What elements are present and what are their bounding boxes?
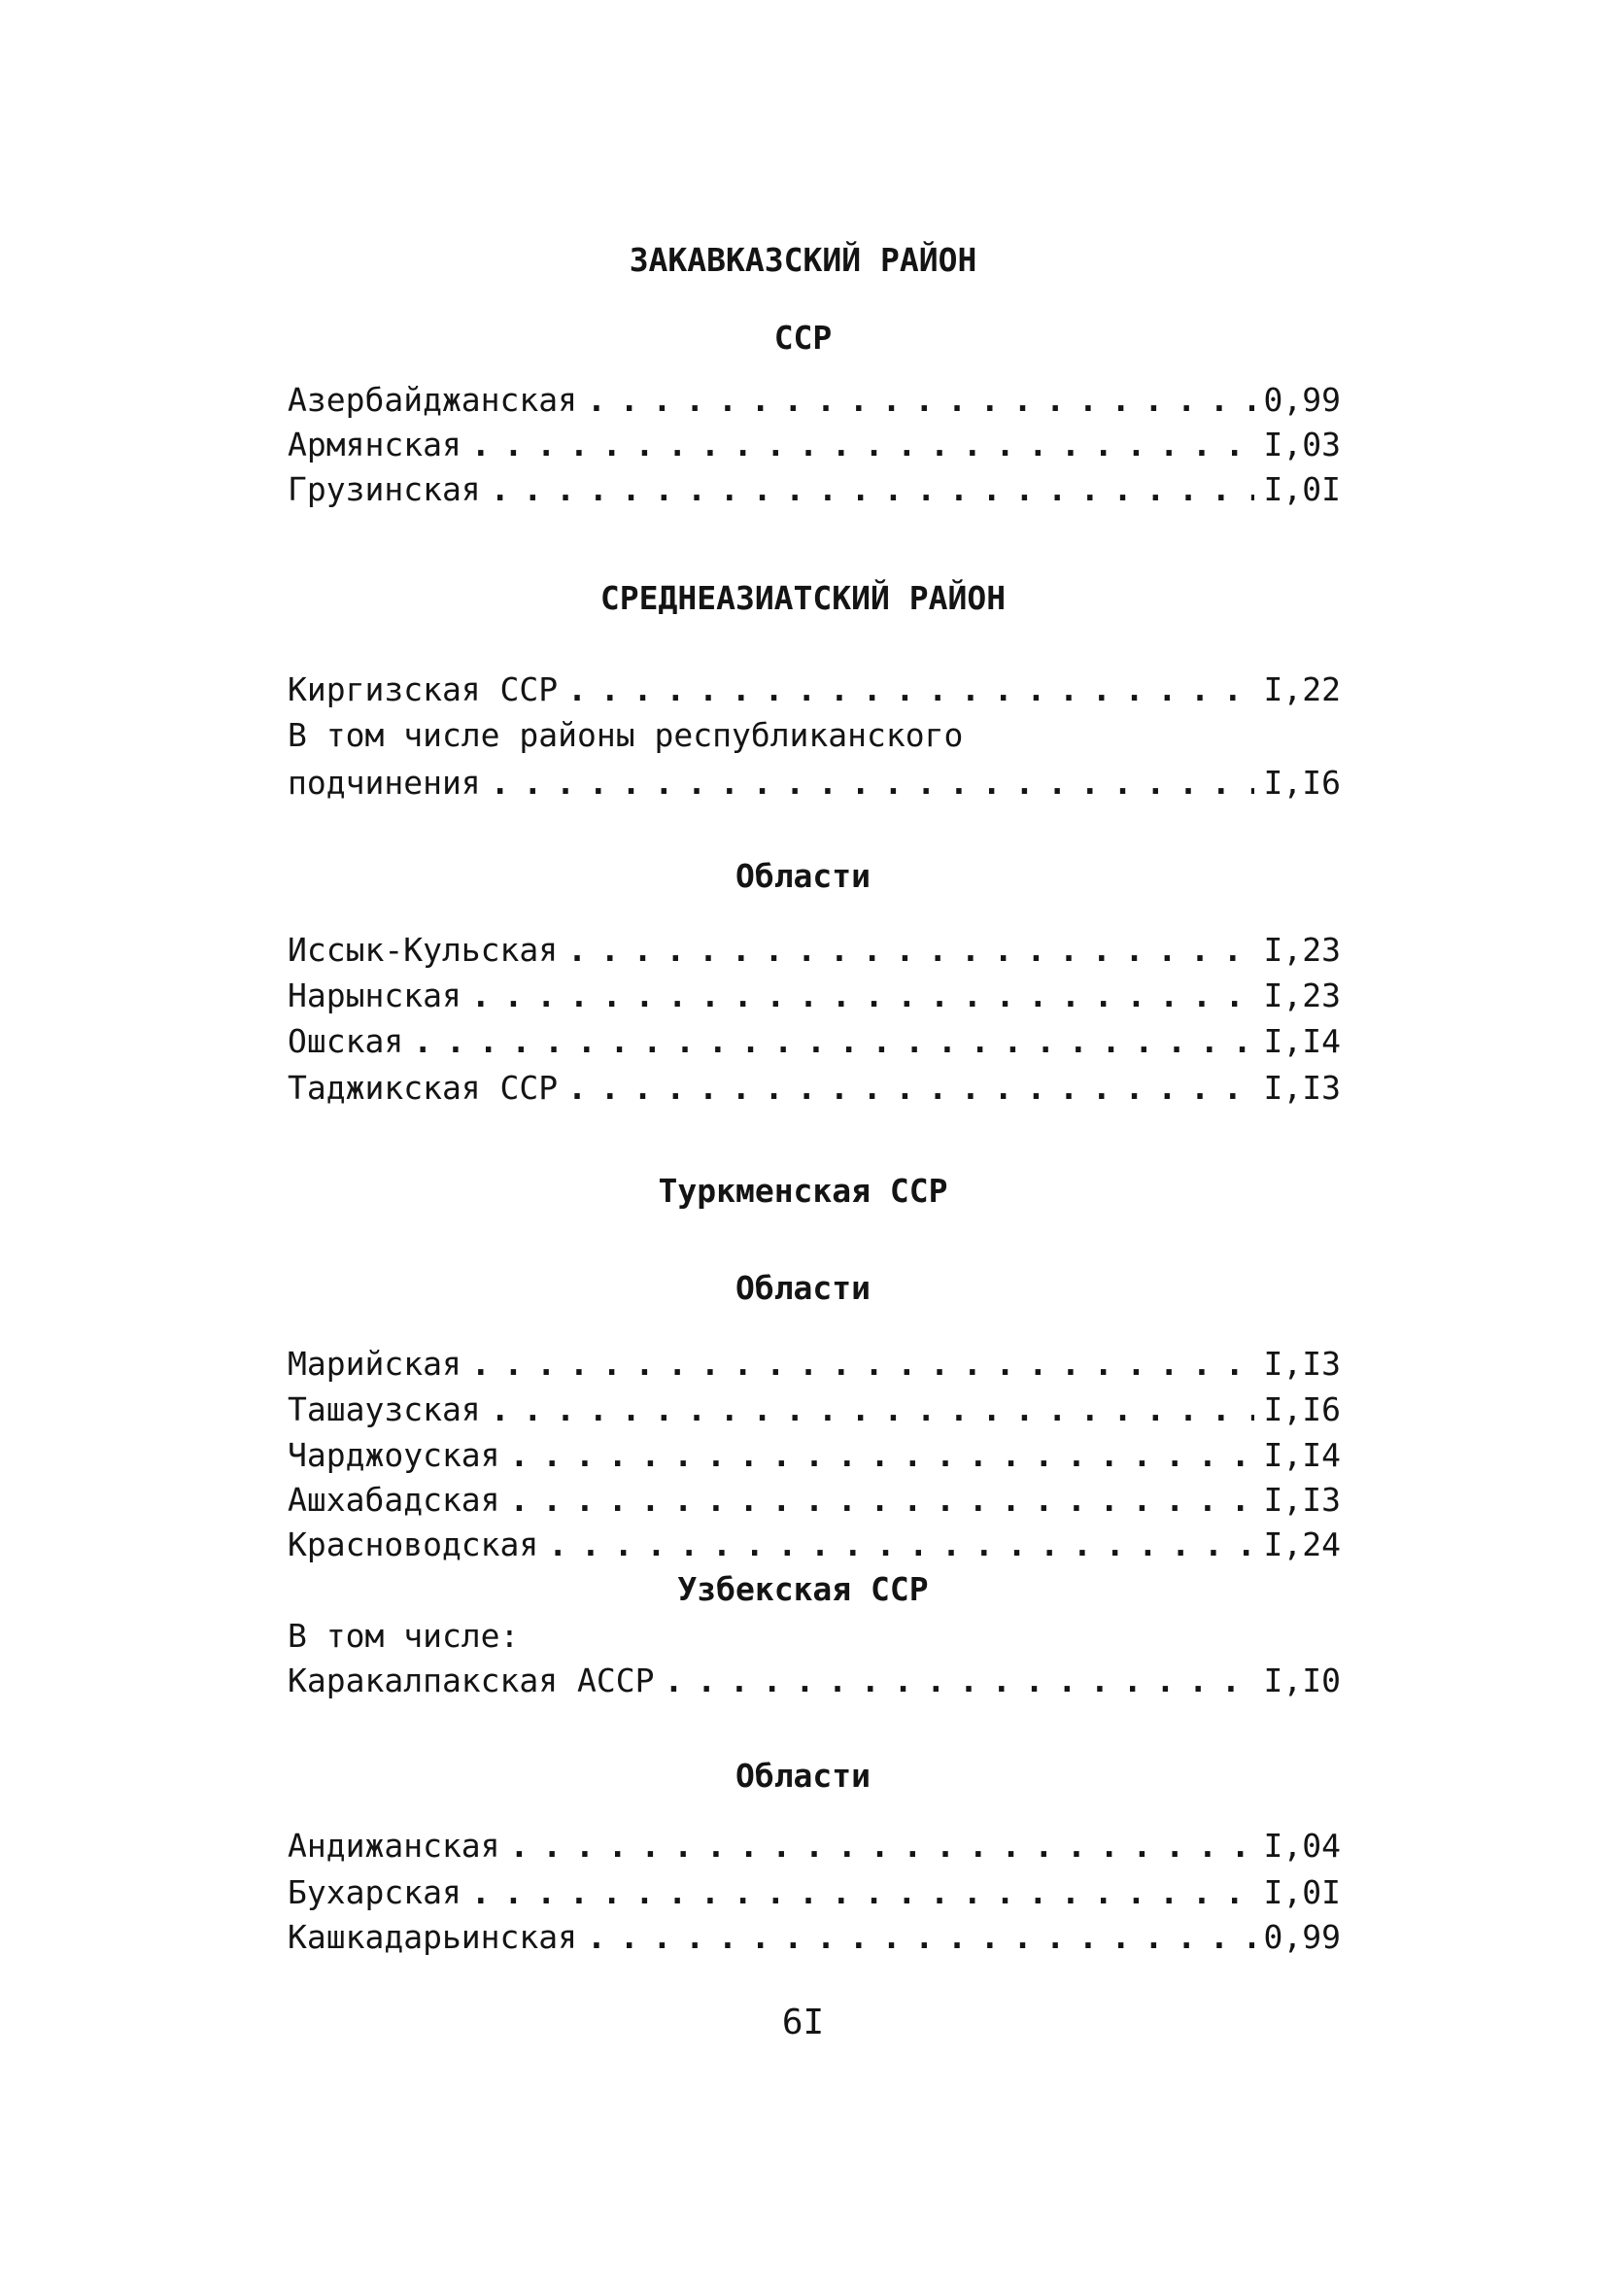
section-title-turkmen: Туркменская ССР [658,1172,948,1210]
dot-leader [413,1022,1253,1061]
row-label: Грузинская [288,470,481,508]
section-title-transcaucasus: ЗАКАВКАЗСКИЙ РАЙОН [629,241,977,279]
row-value: I,24 [1263,1525,1341,1563]
row-value: I,I3 [1263,1069,1341,1107]
row-value: I,0I [1263,470,1341,508]
table-row [288,1022,1341,1061]
row-value: 0,99 [1263,1918,1341,1956]
table-row [288,381,1341,420]
section-title-uzbek: Узбекская ССР [677,1570,929,1608]
row-label: Ошская [288,1022,404,1060]
page-number: 6I [781,2003,825,2042]
row-value: I,22 [1263,670,1341,708]
subsection-title-oblasts: Области [735,1757,871,1795]
dot-leader [587,381,1254,420]
dot-leader [491,470,1254,509]
row-label: Андижанская [288,1827,500,1865]
table-row [288,1069,1341,1108]
row-value: I,04 [1263,1827,1341,1865]
table-row [288,1436,1341,1475]
table-row [288,670,1341,709]
row-value: I,I6 [1263,1390,1341,1428]
dot-leader [567,670,1253,709]
note-text: В том числе районы республиканского [288,716,964,754]
row-value: I,03 [1263,426,1341,463]
row-label: подчинения [288,764,481,802]
dot-leader [548,1525,1253,1564]
dot-leader [567,931,1253,970]
dot-leader [471,1873,1254,1912]
table-row [288,1390,1341,1429]
note-text: В том числе: [288,1617,520,1655]
row-value: I,I3 [1263,1345,1341,1383]
table-row [288,470,1341,509]
row-label: Азербайджанская [288,381,578,419]
row-label: Чарджоуская [288,1436,500,1474]
table-row [288,1345,1341,1384]
dot-leader [587,1918,1254,1957]
row-value: I,23 [1263,977,1341,1014]
row-value: 0,99 [1263,381,1341,419]
row-value: I,I4 [1263,1022,1341,1060]
table-row [288,1918,1341,1957]
dot-leader [510,1827,1254,1866]
table-row [288,764,1341,803]
row-value: I,23 [1263,931,1341,969]
row-label: Ташаузская [288,1390,481,1428]
table-row [288,977,1341,1015]
dot-leader [491,764,1254,803]
row-label: Таджикская ССР [288,1069,559,1107]
table-row [288,1873,1341,1912]
table-row [288,1525,1341,1564]
row-label: Нарынская [288,977,461,1014]
dot-leader [567,1069,1253,1108]
row-label: Каракалпакская АССР [288,1662,655,1699]
dot-leader [471,426,1254,464]
dot-leader [665,1662,1254,1700]
dot-leader [491,1390,1254,1429]
row-label: Кашкадарьинская [288,1918,578,1956]
row-label: Ашхабадская [288,1481,500,1519]
subsection-title-oblasts: Области [735,1269,871,1307]
dot-leader [471,977,1254,1015]
subsection-title-oblasts: Области [735,857,871,895]
table-row [288,1662,1341,1700]
row-value: I,I4 [1263,1436,1341,1474]
table-row [288,426,1341,464]
row-value: I,0I [1263,1873,1341,1911]
row-label: Киргизская ССР [288,670,559,708]
table-row [288,1827,1341,1866]
dot-leader [510,1481,1254,1520]
row-label: Марийская [288,1345,461,1383]
row-value: I,I3 [1263,1481,1341,1519]
section-title-central-asia: СРЕДНЕАЗИАТСКИЙ РАЙОН [599,579,1007,617]
dot-leader [510,1436,1254,1475]
table-row [288,1481,1341,1520]
row-value: I,I6 [1263,764,1341,802]
table-row [288,931,1341,970]
row-label: Красноводская [288,1525,539,1563]
section-subtitle-ssr: ССР [773,319,833,357]
row-label: Бухарская [288,1873,461,1911]
row-value: I,I0 [1263,1662,1341,1699]
row-label: Иссык-Кульская [288,931,559,969]
dot-leader [471,1345,1254,1384]
row-label: Армянская [288,426,461,463]
